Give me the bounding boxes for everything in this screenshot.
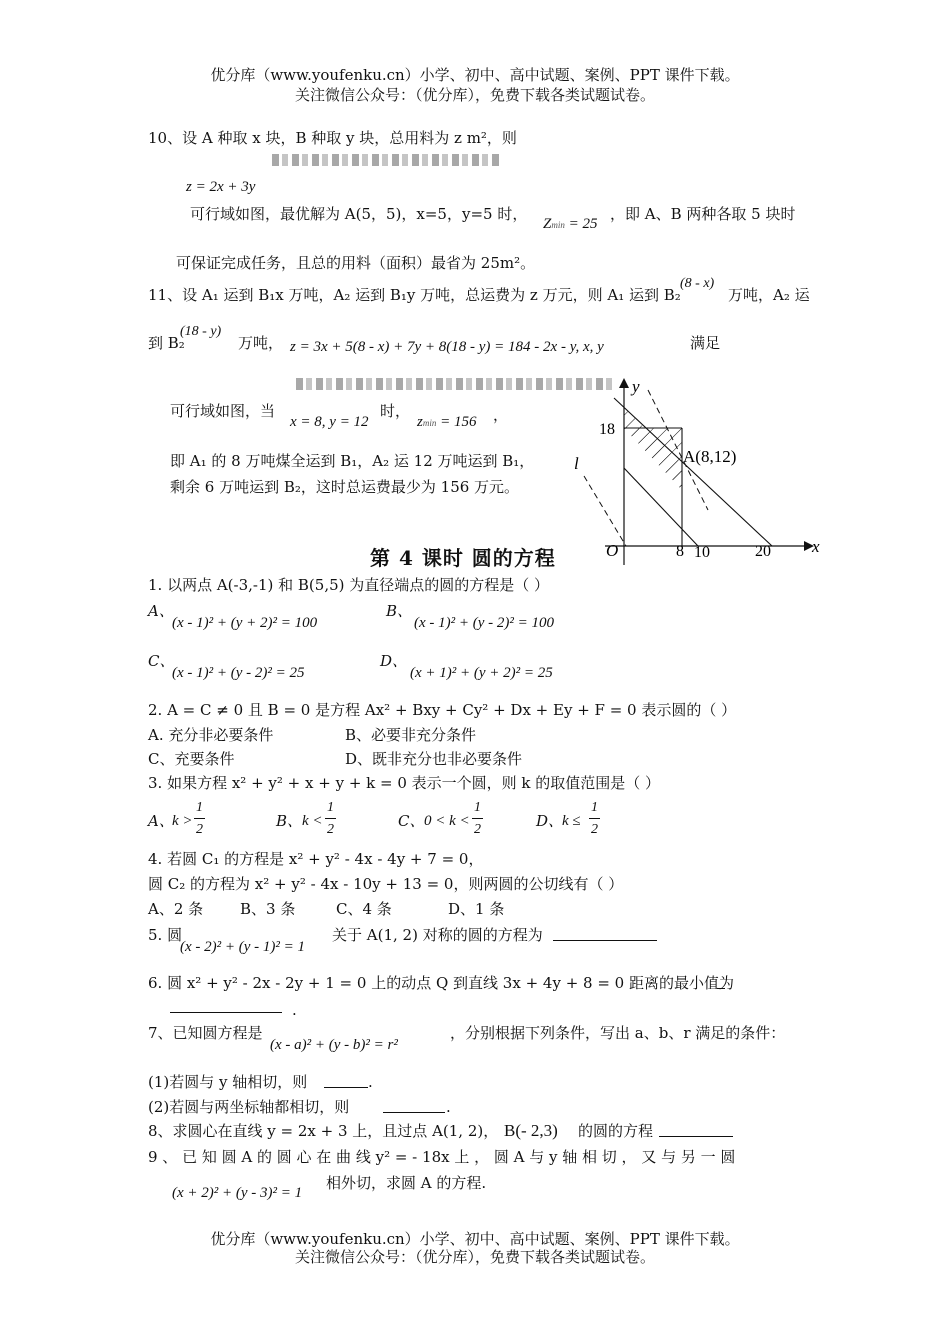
feasible-region-graph	[570, 370, 830, 570]
q1-option-b: (x - 1)² + (y - 2)² = 100	[414, 615, 555, 631]
line-x-plus-y-10	[624, 468, 698, 546]
q8-text: 的圆的方程	[578, 1122, 654, 1140]
q1-stem: 1. 以两点 A(-3,-1) 和 B(5,5) 为直径端点的圆的方程是（ ）	[148, 576, 550, 594]
q1-option-b-label: B、	[386, 602, 413, 620]
q1-option-d: (x + 1)² + (y + 2)² = 25	[410, 665, 553, 681]
q3-option-b-label: B、	[276, 812, 303, 830]
q3-option-d-label: D、	[536, 812, 564, 830]
header-line-1: 优分库（www.youfenku.cn）小学、初中、高中试题、案例、PPT 课件下载。	[210, 66, 740, 84]
solution-11-line-3c: 时，	[380, 402, 411, 420]
q4-option-d: D、1 条	[448, 900, 505, 918]
q3-option-d-expr: k ≤	[562, 813, 581, 829]
q5-answer-blank[interactable]	[553, 926, 657, 941]
q7-part-1-blank[interactable]	[324, 1073, 368, 1088]
solution-11-eight-minus-x: (8 - x)	[680, 276, 715, 291]
origin-label: O	[606, 541, 619, 560]
solution-11-line-5: 剩余 6 万吨运到 B₂，这时总运费最少为 156 万元。	[170, 478, 520, 496]
q7-part-2-period: .	[446, 1098, 451, 1116]
q3-option-c-label: C、	[398, 812, 425, 830]
q9-line-2: 相外切，求圆 A 的方程.	[326, 1174, 487, 1192]
q3-c-denominator: 2	[474, 822, 481, 837]
q3-b-fraction-bar	[325, 818, 336, 819]
q6-line-1: 6. 圆 x² + y² - 2x - 2y + 1 = 0 上的动点 Q 到直线 3x + 4y + 8 = 0 距离的最小值为	[148, 974, 734, 992]
q4-line-1: 4. 若圆 C₁ 的方程是 x² + y² - 4x - 4y + 7 = 0，	[148, 850, 484, 868]
dashed-line-l	[584, 476, 626, 546]
footer-line-1: 优分库（www.youfenku.cn）小学、初中、高中试题、案例、PPT 课件下载。	[210, 1230, 740, 1248]
tick-label-8: 8	[676, 543, 684, 560]
garbled-constraints-11	[296, 378, 616, 390]
q1-option-c-label: C、	[148, 652, 175, 670]
q3-option-a-expr: k >	[172, 813, 193, 829]
q6-answer-blank-start[interactable]	[717, 974, 725, 989]
y-axis-arrow-icon	[619, 378, 629, 388]
q3-a-denominator: 2	[196, 822, 203, 837]
q6-period: .	[292, 1001, 297, 1019]
q4-line-2: 圆 C₂ 的方程为 x² + y² - 4x - 10y + 13 = 0，则两圆的公切线有（ ）	[148, 875, 624, 893]
q9-equation: (x + 2)² + (y - 3)² = 1	[172, 1185, 303, 1201]
q1-option-a: (x - 1)² + (y + 2)² = 100	[172, 615, 318, 631]
footer-line-2: 关注微信公众号：（优分库），免费下载各类试题试卷。	[294, 1248, 655, 1266]
y-axis-label: y	[632, 377, 640, 396]
q1-option-d-label: D、	[380, 652, 408, 670]
solution-11-zmin: zmin = 156	[417, 414, 477, 430]
q5-text: 关于 A(1, 2) 对称的圆的方程为	[332, 926, 543, 944]
solution-11-line-3e: ，	[493, 406, 509, 424]
q4-option-b: B、3 条	[240, 900, 296, 918]
q3-option-b-expr: k <	[302, 813, 323, 829]
q8-prefix: 8、求圆心在直线 y = 2x + 3 上，且过点 A(1, 2)，	[148, 1122, 499, 1140]
q4-option-a: A、2 条	[148, 900, 204, 918]
q3-d-denominator: 2	[591, 822, 598, 837]
q3-stem: 3. 如果方程 x² + y² + x + y + k = 0 表示一个圆，则 k 的取值范围是（ ）	[148, 774, 661, 792]
x-axis-label: x	[812, 537, 820, 556]
q7-text: ，分别根据下列条件，写出 a、b、r 满足的条件：	[450, 1024, 786, 1042]
q3-d-fraction-bar	[589, 818, 600, 819]
q7-part-1: (1)若圆与 y 轴相切，则	[148, 1073, 308, 1091]
line-x-plus-y-20	[614, 398, 772, 546]
q8-answer-blank[interactable]	[659, 1122, 733, 1137]
solution-11-line-3a: 可行域如图，当	[170, 402, 276, 420]
q3-a-numerator: 1	[196, 800, 203, 815]
q7-part-1-period: .	[368, 1073, 373, 1091]
tick-label-20: 20	[755, 543, 771, 560]
q7-equation: (x - a)² + (y - b)² = r²	[270, 1037, 398, 1053]
solution-11-line-2e: 满足	[690, 334, 721, 352]
solution-10-line-1: 10、设 A 种取 x 块，B 种取 y 块，总用料为 z m²，则	[148, 129, 517, 147]
q3-b-numerator: 1	[327, 800, 334, 815]
q3-option-c-expr: 0 < k <	[424, 813, 470, 829]
lesson-title: 第 4 课时 圆的方程	[370, 546, 556, 570]
q3-c-fraction-bar	[472, 818, 483, 819]
q6-answer-blank[interactable]	[170, 998, 282, 1013]
q1-option-a-label: A、	[148, 602, 174, 620]
q2-option-a: A. 充分非必要条件	[148, 726, 274, 744]
tick-label-18: 18	[599, 421, 615, 438]
q3-d-numerator: 1	[591, 800, 598, 815]
q9-line-1: 9 、 已 知 圆 A 的 圆 心 在 曲 线 y² = - 18x 上 ， 圆 A 与 y 轴 相 切 ， 又 与 另 一 圆	[148, 1148, 736, 1166]
q2-option-b: B、必要非充分条件	[345, 726, 477, 744]
q3-option-a-label: A、	[148, 812, 174, 830]
solution-11-line-1a: 11、设 A₁ 运到 B₁x 万吨，A₂ 运到 B₁y 万吨，总运费为 z 万元，则 A₁ 运到 B₂	[148, 286, 681, 304]
point-a-label: A(8,12)	[683, 447, 737, 466]
q5-equation: (x - 2)² + (y - 1)² = 1	[180, 939, 306, 955]
q3-b-denominator: 2	[327, 822, 334, 837]
q2-option-c: C、充要条件	[148, 750, 235, 768]
q5-prefix: 5. 圆	[148, 926, 183, 944]
q2-option-d: D、既非充分也非必要条件	[345, 750, 523, 768]
q3-c-numerator: 1	[474, 800, 481, 815]
solution-11-line-2c: 万吨，	[238, 334, 284, 352]
q7-prefix: 7、已知圆方程是	[148, 1024, 263, 1042]
solution-10-line-3a: 可行域如图，最优解为 A(5，5)，x=5，y=5 时，	[190, 205, 528, 223]
solution-10-line-3b: ，即 A、B 两种各取 5 块时	[610, 205, 796, 223]
tick-label-10: 10	[694, 544, 710, 561]
solution-10-zmin: Zmin = 25	[543, 216, 598, 232]
solution-11-eighteen-minus-y: (18 - y)	[180, 324, 222, 339]
solution-11-line-4: 即 A₁ 的 8 万吨煤全运到 B₁，A₂ 运 12 万吨运到 B₁，	[170, 452, 535, 470]
q2-stem: 2. A = C ≠ 0 且 B = 0 是方程 Ax² + Bxy + Cy² + Dx + Ey + F = 0 表示圆的（ ）	[148, 701, 737, 719]
solution-11-optimum-point: x = 8, y = 12	[290, 414, 369, 430]
solution-11-line-1c: 万吨，A₂ 运	[728, 286, 810, 304]
solution-11-cost-function: z = 3x + 5(8 - x) + 7y + 8(18 - y) = 184 - 2x - y, x, y	[290, 339, 604, 355]
header-line-2: 关注微信公众号：（优分库），免费下载各类试题试卷。	[294, 86, 655, 104]
q4-option-c: C、4 条	[336, 900, 392, 918]
solution-10-objective: z = 2x + 3y	[186, 179, 256, 195]
solution-11-line-2a: 到 B₂	[148, 334, 185, 352]
line-l-label: l	[574, 454, 579, 473]
solution-10-line-4: 可保证完成任务，且总的用料（面积）最省为 25m²。	[176, 254, 536, 272]
q1-option-c: (x - 1)² + (y - 2)² = 25	[172, 665, 305, 681]
garbled-constraints-10	[272, 154, 502, 166]
q7-part-2: (2)若圆与两坐标轴都相切，则	[148, 1098, 350, 1116]
q8-point-b: B(- 2,3)	[504, 1121, 558, 1140]
q3-a-fraction-bar	[194, 818, 205, 819]
q7-part-2-blank[interactable]	[383, 1098, 445, 1113]
